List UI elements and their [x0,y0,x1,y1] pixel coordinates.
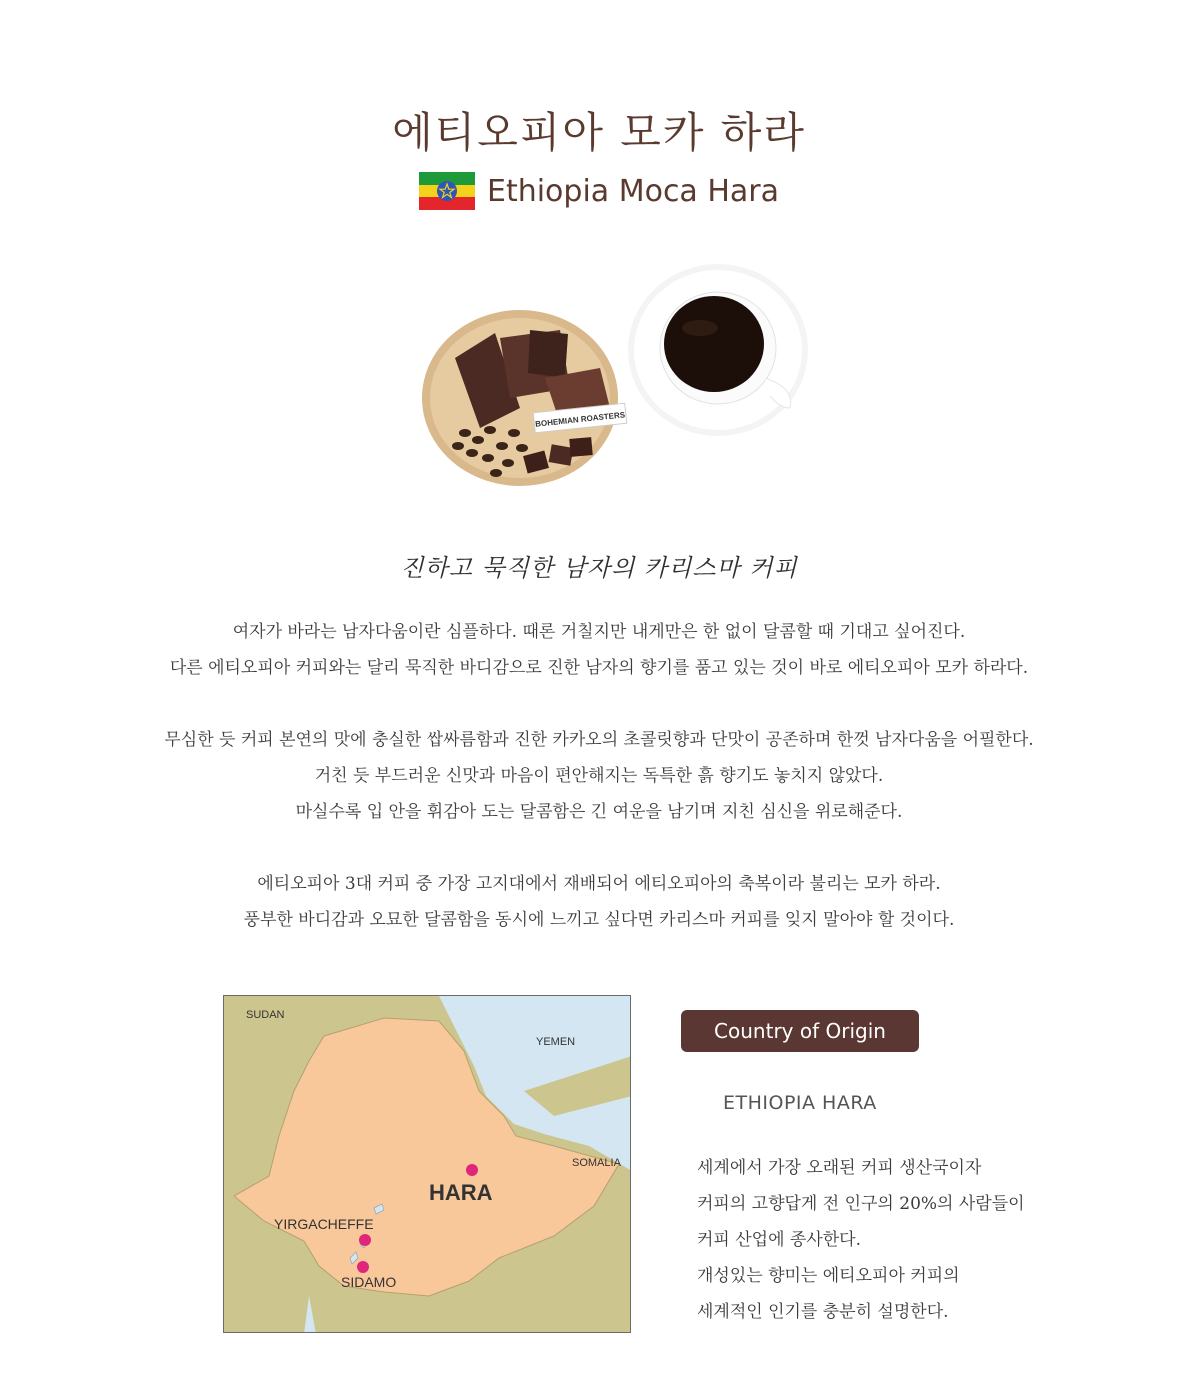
origin-map [223,995,631,1333]
description-line: 에티오피아 3대 커피 중 가장 고지대에서 재배되어 에티오피아의 축복이라 불리는 모카 하라. [257,874,941,894]
description-line: 여자가 바라는 남자다움이란 심플하다. 때론 거칠지만 내게만은 한 없이 달콤할 때 기대고 싶어진다. [232,622,966,642]
map-label-sudan: SUDAN [246,1009,285,1021]
description-line: 마실수록 입 안을 휘감아 도는 달콤함은 긴 여운을 남기며 지친 심신을 위로해준다. [295,802,903,822]
map-label-hara: HARA [429,1180,493,1205]
map-label-somalia: SOMALIA [572,1157,621,1169]
description-line: 풍부한 바디감과 오묘한 달콤함을 동시에 느끼고 싶다면 카리스마 커피를 잊지 말아야 할 것이다. [243,910,955,930]
map-label-yemen: YEMEN [536,1036,576,1048]
tagline: 진하고 묵직한 남자의 카리스마 커피 [400,554,798,582]
origin-description [697,1150,1025,1330]
origin-line: 개성있는 향미는 에티오피아 커피의 [697,1266,960,1286]
description [0,614,1198,974]
map-label-sidamo: SIDAMO [341,1274,397,1290]
origin-line: 세계에서 가장 오래된 커피 생산국이자 [697,1158,982,1178]
brand-card-label: BOHEMIAN ROASTERS [534,410,626,429]
coffee-surface [664,296,764,392]
origin-line: 세계적인 인기를 충분히 설명한다. [697,1302,949,1322]
description-paragraph-2 [0,722,1198,830]
origin-line: 커피의 고향답게 전 인구의 20%의 사람들이 [697,1194,1025,1214]
origin-line: 커피 산업에 종사한다. [697,1230,862,1250]
map-marker-sidamo [357,1261,369,1273]
origin-name: ETHIOPIA HARA [723,1092,877,1114]
map-marker-hara [466,1164,478,1176]
product-photo [410,258,830,508]
ethiopia-flag-icon [419,172,475,210]
description-paragraph-1 [0,614,1198,686]
description-line: 거친 듯 부드러운 신맛과 마음이 편안해지는 독특한 흙 향기도 놓치지 않았다. [314,766,884,786]
map-label-yirgacheffe: YIRGACHEFFE [274,1216,374,1232]
english-title: Ethiopia Moca Hara [486,173,780,209]
flag-star-emblem-icon [437,181,457,201]
description-line: 무심한 듯 커피 본연의 맛에 충실한 쌉싸름함과 진한 카카오의 초콜릿향과 단맛이 공존하며 한껏 남자다움을 어필한다. [164,730,1034,750]
description-line: 다른 에티오피아 커피와는 달리 묵직한 바디감으로 진한 남자의 향기를 품고 있는 것이 바로 에티오피아 모카 하라다. [169,658,1029,678]
description-paragraph-3 [0,866,1198,938]
map-marker-yirgacheffe [359,1234,371,1246]
subtitle-row [0,172,1198,210]
origin-badge: Country of Origin [681,1010,919,1052]
page-title: 에티오피아 모카 하라 [392,108,806,157]
